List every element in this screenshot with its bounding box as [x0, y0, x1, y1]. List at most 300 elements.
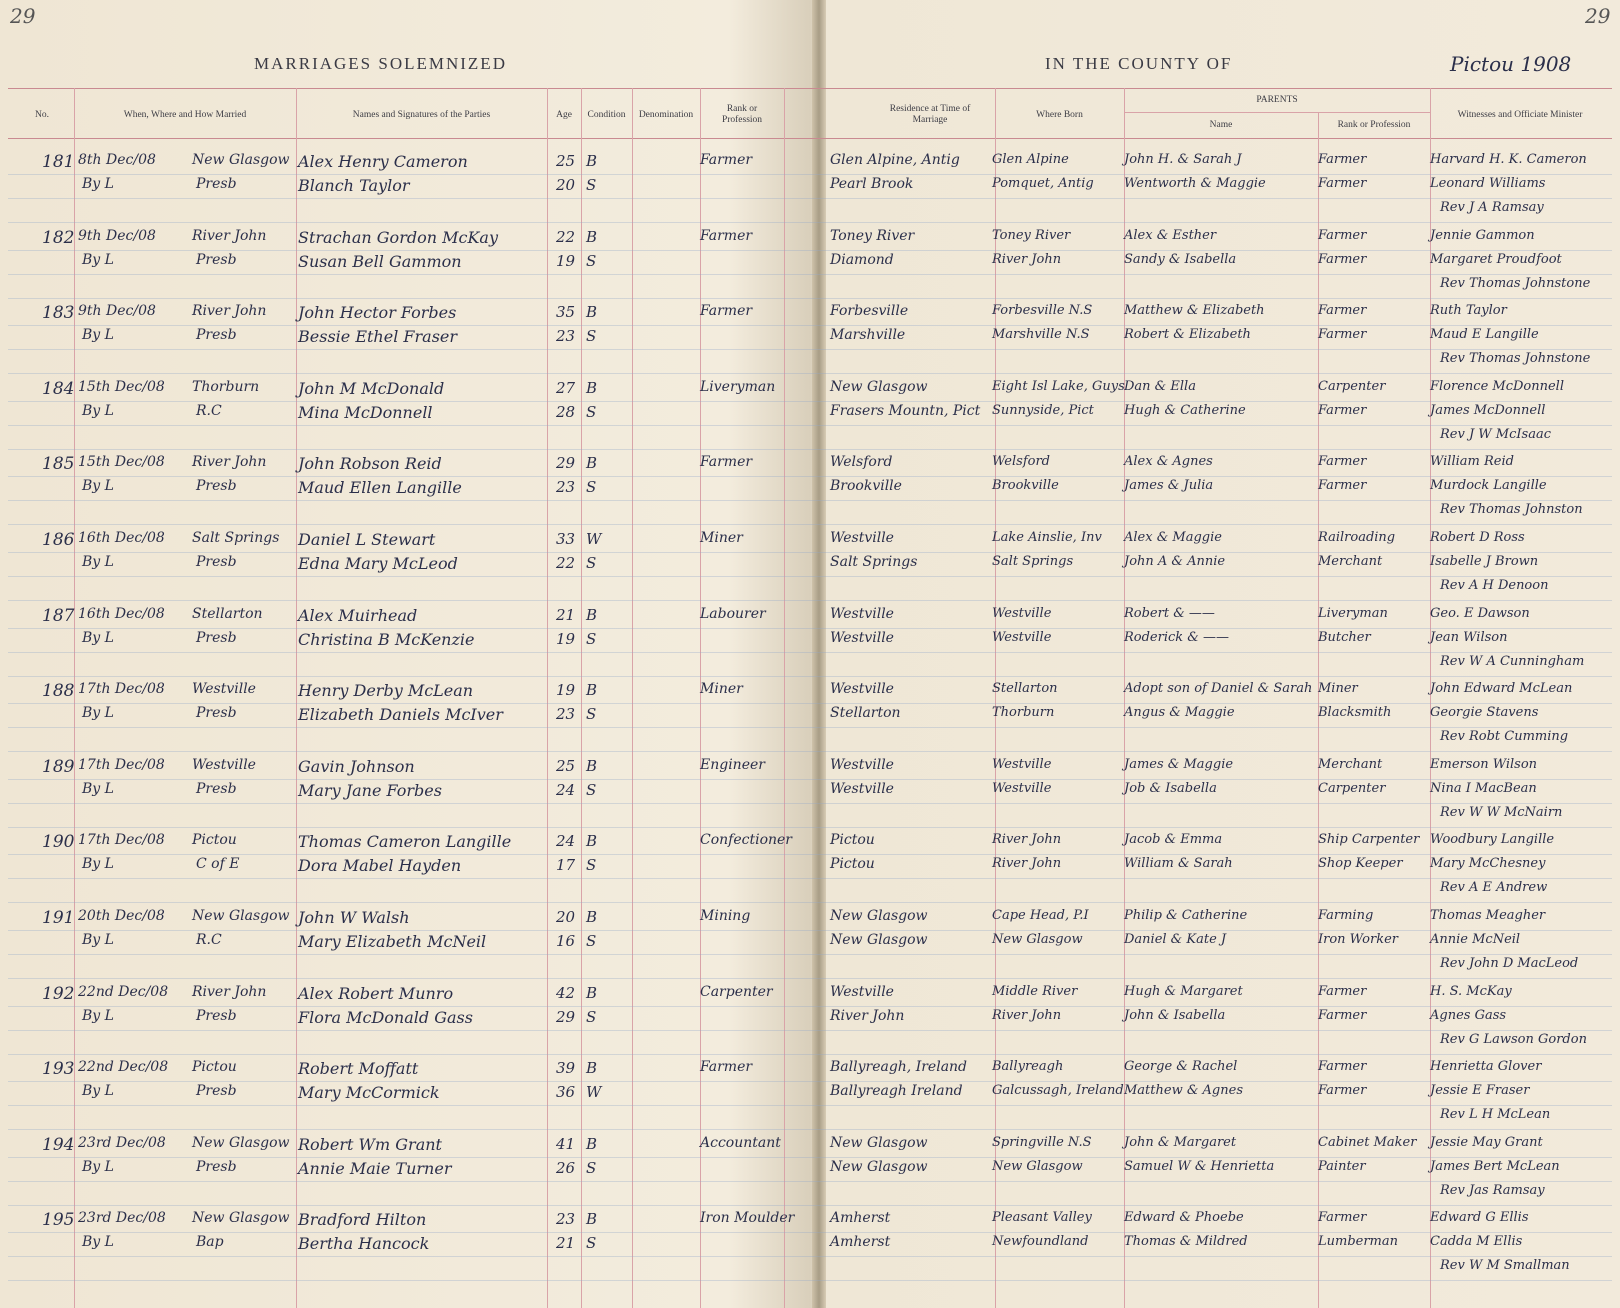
entry-minister: Rev W W McNairn	[1440, 804, 1563, 820]
entry-how: By L	[82, 1007, 114, 1024]
entry-groom-condition: B	[586, 1059, 598, 1078]
entry-rank: Carpenter	[700, 983, 773, 1000]
entry-groom-parents: Jacob & Emma	[1124, 832, 1223, 848]
entry-how: By L	[82, 1083, 114, 1100]
entry-groom-age: 35	[556, 303, 576, 322]
entry-rank: Accountant	[700, 1134, 781, 1151]
entry-witness-1: Robert D Ross	[1430, 530, 1525, 545]
entry-bride-born: River John	[992, 856, 1062, 872]
entry-bride-parents-rank: Carpenter	[1318, 780, 1386, 796]
entry-witness-2: Cadda M Ellis	[1430, 1234, 1523, 1250]
entry-place: Pictou	[192, 1059, 237, 1076]
entry-bride-residence: Pearl Brook	[830, 176, 914, 192]
entry-bride-age: 17	[556, 856, 576, 875]
entry-date: 17th Dec/08	[78, 756, 165, 773]
entry-groom-age: 24	[556, 832, 576, 851]
entry-groom-parents-rank: Farmer	[1318, 1210, 1367, 1226]
entry-how: By L	[82, 176, 114, 192]
entry-groom-condition: W	[586, 530, 602, 548]
entry-groom-residence: Westville	[830, 983, 894, 1000]
ruled-line	[8, 703, 1612, 704]
entry-minister: Rev Thomas Johnstone	[1440, 351, 1591, 367]
entry-groom-parents-rank: Railroading	[1318, 530, 1396, 545]
entry-how: By L	[82, 1158, 114, 1175]
right-page-number: 29	[1585, 4, 1611, 28]
entry-bride-parents-rank: Farmer	[1318, 478, 1367, 494]
entry-groom-age: 22	[556, 227, 576, 246]
entry-groom: Thomas Cameron Langille	[298, 832, 512, 852]
entry-rank: Miner	[700, 681, 743, 698]
register-entry	[0, 972, 1620, 1049]
entry-bride-born: Salt Springs	[992, 554, 1074, 569]
ruled-line	[8, 779, 1612, 780]
entry-groom-parents: Alex & Esther	[1124, 227, 1217, 243]
entry-groom-born: Pleasant Valley	[992, 1210, 1092, 1226]
register-entry	[0, 669, 1620, 746]
entry-witness-1: Harvard H. K. Cameron	[1430, 152, 1587, 167]
entry-denomination: Presb	[196, 780, 237, 797]
entry-rank: Confectioner	[700, 832, 792, 849]
entry-groom-condition: B	[586, 454, 598, 473]
ruled-line	[8, 628, 1612, 629]
header-parents: PARENTS	[1256, 94, 1298, 105]
entry-groom-condition: B	[586, 756, 598, 775]
entry-groom: John W Walsh	[298, 908, 410, 927]
entry-rank: Iron Moulder	[700, 1210, 795, 1227]
entry-how: By L	[82, 629, 114, 646]
ruled-line	[8, 500, 1612, 501]
entry-date: 23rd Dec/08	[78, 1210, 166, 1227]
entry-bride: Bertha Hancock	[298, 1234, 430, 1254]
entry-number: 189	[42, 756, 75, 777]
county-name: Pictou 1908	[1450, 52, 1572, 76]
entry-denomination: Presb	[196, 1083, 237, 1100]
entry-minister: Rev L H McLean	[1440, 1107, 1551, 1123]
header-born: Where Born	[1036, 109, 1083, 120]
entry-bride-age: 21	[556, 1234, 576, 1253]
entry-denomination: Presb	[196, 327, 237, 344]
entry-bride-condition: S	[586, 780, 597, 799]
entry-rank: Miner	[700, 530, 743, 546]
entry-witness-1: Thomas Meagher	[1430, 908, 1546, 923]
entry-witness-1: Henrietta Glover	[1430, 1059, 1542, 1075]
entry-bride: Mary Jane Forbes	[298, 780, 442, 800]
entry-groom-parents-rank: Farmer	[1318, 983, 1367, 999]
entry-witness-2: Nina I MacBean	[1430, 780, 1537, 796]
entry-bride: Mary McCormick	[298, 1083, 440, 1103]
entry-how: By L	[82, 705, 114, 722]
entry-groom-parents-rank: Farmer	[1318, 227, 1367, 243]
entry-number: 195	[42, 1210, 75, 1231]
entry-groom-born: Westville	[992, 605, 1052, 621]
header-bottom-rule	[8, 138, 1612, 139]
entry-groom-parents: Hugh & Margaret	[1124, 983, 1243, 999]
entry-bride-parents-rank: Farmer	[1318, 402, 1367, 418]
entry-number: 194	[42, 1134, 75, 1155]
register-entry	[0, 745, 1620, 822]
entry-bride: Flora McDonald Gass	[298, 1007, 473, 1027]
entry-groom-born: Ballyreagh	[992, 1059, 1064, 1075]
entry-place: Pictou	[192, 832, 237, 849]
entry-minister: Rev Robt Cumming	[1440, 729, 1569, 745]
entry-date: 17th Dec/08	[78, 832, 165, 849]
entry-witness-1: Edward G Ellis	[1430, 1210, 1529, 1226]
entry-groom-parents-rank: Carpenter	[1318, 378, 1386, 394]
entry-denomination: Presb	[196, 478, 237, 495]
ruled-line	[8, 1157, 1612, 1158]
entry-bride-age: 20	[556, 176, 576, 194]
entry-witness-1: Woodbury Langille	[1430, 832, 1555, 848]
entry-bride-born: Pomquet, Antig	[992, 176, 1094, 191]
entry-groom-parents-rank: Liveryman	[1318, 605, 1388, 621]
entry-bride-residence: Diamond	[830, 251, 894, 268]
ruled-line	[8, 325, 1612, 326]
entry-witness-1: Ruth Taylor	[1430, 303, 1507, 319]
entry-groom-born: Cape Head, P.I	[992, 908, 1089, 923]
entry-witness-2: Margaret Proudfoot	[1430, 251, 1562, 267]
entry-bride-condition: S	[586, 1158, 597, 1177]
entry-groom: Daniel L Stewart	[298, 530, 436, 549]
entry-groom-age: 39	[556, 1059, 576, 1078]
entry-number: 181	[42, 152, 75, 172]
entry-witness-2: Mary McChesney	[1430, 856, 1546, 872]
entry-groom-parents-rank: Merchant	[1318, 756, 1383, 772]
entry-groom-condition: B	[586, 227, 598, 246]
entry-bride-age: 36	[556, 1083, 576, 1102]
entry-place: River John	[192, 454, 267, 471]
entry-bride-born: Westville	[992, 780, 1052, 796]
entry-bride-age: 23	[556, 327, 576, 346]
entry-bride-parents-rank: Farmer	[1318, 1007, 1367, 1023]
entry-bride: Mina McDonnell	[298, 402, 433, 422]
register-entry	[0, 820, 1620, 897]
entry-bride: Bessie Ethel Fraser	[298, 327, 458, 347]
entry-bride-born: River John	[992, 251, 1062, 267]
entry-groom-parents-rank: Miner	[1318, 681, 1358, 697]
entry-bride-age: 29	[556, 1007, 576, 1026]
entry-bride: Dora Mabel Hayden	[298, 856, 462, 876]
entry-groom-born: Welsford	[992, 454, 1050, 470]
entry-bride-born: Sunnyside, Pict	[992, 402, 1094, 418]
entry-rank: Engineer	[700, 756, 765, 773]
entry-denomination: Presb	[196, 554, 237, 570]
entry-groom-parents: John & Margaret	[1124, 1134, 1237, 1150]
entry-number: 190	[42, 832, 75, 853]
entry-bride: Annie Maie Turner	[298, 1158, 452, 1178]
entry-witness-2: Maud E Langille	[1430, 327, 1539, 343]
entry-bride-parents-rank: Farmer	[1318, 327, 1367, 343]
entry-witness-1: William Reid	[1430, 454, 1514, 470]
ruled-line	[8, 476, 1612, 477]
entry-groom-residence: Westville	[830, 681, 894, 698]
entry-denomination: Presb	[196, 1007, 237, 1024]
entry-how: By L	[82, 856, 114, 873]
entry-minister: Rev Jas Ramsay	[1440, 1182, 1545, 1198]
entry-groom-parents: Matthew & Elizabeth	[1124, 303, 1265, 319]
entry-bride-parents: Angus & Maggie	[1124, 705, 1235, 721]
entry-place: River John	[192, 983, 267, 1000]
entry-date: 22nd Dec/08	[78, 983, 169, 1000]
entry-bride-residence: Frasers Mountn, Pict	[830, 402, 981, 419]
ruled-line	[8, 1081, 1612, 1082]
entry-groom-age: 25	[556, 756, 576, 775]
entry-place: New Glasgow	[192, 152, 290, 168]
entry-groom-residence: Welsford	[830, 454, 893, 471]
entry-bride-parents: John & Isabella	[1124, 1007, 1226, 1023]
entry-witness-2: Georgie Stavens	[1430, 705, 1539, 721]
entry-bride-condition: S	[586, 251, 597, 270]
header-denomination: Denomination	[638, 109, 694, 120]
entry-rank: Farmer	[700, 1059, 753, 1076]
header-no: No.	[35, 109, 49, 120]
entry-groom-age: 19	[556, 681, 576, 700]
entry-bride: Maud Ellen Langille	[298, 478, 462, 498]
entry-groom: Gavin Johnson	[298, 756, 415, 776]
entry-bride: Mary Elizabeth McNeil	[298, 932, 487, 951]
entry-groom: Bradford Hilton	[298, 1210, 427, 1230]
entry-bride-condition: S	[586, 1007, 597, 1026]
entry-bride-parents-rank: Shop Keeper	[1318, 856, 1403, 872]
entry-date: 15th Dec/08	[78, 454, 165, 471]
entry-groom-age: 29	[556, 454, 576, 473]
entry-groom-age: 33	[556, 530, 576, 548]
entry-denomination: Presb	[196, 176, 237, 192]
entry-number: 182	[42, 227, 75, 248]
entry-witness-2: Jean Wilson	[1430, 629, 1508, 645]
entry-witness-1: John Edward McLean	[1430, 681, 1573, 697]
entry-bride-parents: Robert & Elizabeth	[1124, 327, 1251, 343]
entry-minister: Rev J W McIsaac	[1440, 426, 1551, 442]
ruled-line	[8, 349, 1612, 350]
entry-witness-2: Annie McNeil	[1430, 932, 1521, 947]
entry-bride-age: 23	[556, 705, 576, 724]
register-entry	[0, 594, 1620, 671]
entry-bride-parents: Wentworth & Maggie	[1124, 176, 1266, 191]
entry-bride-condition: S	[586, 856, 597, 875]
entry-bride-parents: Samuel W & Henrietta	[1124, 1158, 1275, 1174]
entry-bride-parents: Roderick & ——	[1124, 629, 1229, 645]
entry-bride-born: River John	[992, 1007, 1062, 1023]
entry-groom: John Robson Reid	[298, 454, 442, 474]
ruled-line	[8, 727, 1612, 728]
entry-bride-parents: Hugh & Catherine	[1124, 402, 1246, 418]
entry-groom-condition: B	[586, 983, 598, 1002]
entry-place: Salt Springs	[192, 530, 280, 546]
entry-witness-1: Florence McDonnell	[1430, 378, 1564, 394]
entry-groom-age: 27	[556, 378, 576, 397]
entry-bride-condition: S	[586, 327, 597, 346]
entry-place: New Glasgow	[192, 908, 290, 924]
entry-place: New Glasgow	[192, 1134, 290, 1151]
title-left: MARRIAGES SOLEMNIZED	[254, 54, 507, 73]
entry-groom-parents: George & Rachel	[1124, 1059, 1238, 1075]
header-parents-name: Name	[1209, 119, 1233, 130]
entry-bride-condition: S	[586, 554, 597, 572]
entry-groom-residence: Forbesville	[830, 303, 909, 320]
entry-bride-born: New Glasgow	[992, 1158, 1083, 1174]
entry-groom-parents-rank: Cabinet Maker	[1318, 1134, 1417, 1150]
ruled-line	[8, 954, 1612, 955]
entry-bride-condition: S	[586, 478, 597, 497]
entry-how: By L	[82, 780, 114, 797]
entry-bride-parents: John A & Annie	[1124, 554, 1226, 569]
entry-groom-residence: New Glasgow	[830, 1134, 928, 1151]
entry-place: Westville	[192, 681, 256, 698]
entry-groom: Alex Robert Munro	[298, 983, 454, 1003]
entry-groom: Alex Muirhead	[298, 605, 418, 625]
ruled-line	[8, 198, 1612, 199]
entry-witness-1: H. S. McKay	[1430, 983, 1512, 999]
entry-groom-condition: B	[586, 303, 598, 322]
entry-bride-residence: Stellarton	[830, 705, 901, 722]
title-right: IN THE COUNTY OF	[1045, 54, 1233, 73]
left-page-number: 29	[10, 4, 36, 28]
entry-bride-condition: S	[586, 176, 597, 194]
entry-minister: Rev John D MacLeod	[1440, 956, 1579, 971]
entry-denomination: Presb	[196, 629, 237, 646]
entry-minister: Rev G Lawson Gordon	[1440, 1031, 1587, 1047]
entry-date: 9th Dec/08	[78, 227, 156, 244]
entry-number: 192	[42, 983, 75, 1004]
entry-groom-residence: Westville	[830, 530, 894, 546]
header-age: Age	[556, 109, 572, 120]
entry-groom-parents: Alex & Agnes	[1124, 454, 1213, 470]
entry-groom-condition: B	[586, 832, 598, 851]
entry-bride-residence: Amherst	[830, 1234, 891, 1251]
entry-minister: Rev W M Smallman	[1440, 1258, 1570, 1274]
entry-bride-born: Newfoundland	[992, 1234, 1089, 1250]
entry-place: Westville	[192, 756, 256, 773]
entry-bride-condition: S	[586, 1234, 597, 1253]
entry-bride-parents-rank: Painter	[1318, 1158, 1366, 1174]
entry-witness-2: Jessie E Fraser	[1430, 1083, 1530, 1099]
entry-rank: Farmer	[700, 303, 753, 320]
entry-bride-parents-rank: Lumberman	[1318, 1234, 1399, 1250]
entry-number: 187	[42, 605, 75, 626]
entry-bride-condition: W	[586, 1083, 602, 1102]
entry-denomination: R.C	[196, 932, 222, 948]
header-condition: Condition	[587, 109, 626, 120]
entry-bride-age: 26	[556, 1158, 576, 1177]
entry-bride-residence: Marshville	[830, 327, 906, 344]
entry-place: River John	[192, 303, 267, 320]
entry-bride-parents-rank: Iron Worker	[1318, 932, 1398, 947]
entry-bride-condition: S	[586, 629, 597, 648]
entry-groom-parents-rank: Farmer	[1318, 152, 1367, 167]
entry-date: 8th Dec/08	[78, 152, 156, 168]
entry-how: By L	[82, 478, 114, 495]
entry-bride-born: New Glasgow	[992, 932, 1083, 947]
entry-how: By L	[82, 1234, 114, 1251]
entry-bride-parents-rank: Farmer	[1318, 251, 1367, 267]
entry-number: 191	[42, 908, 75, 928]
entry-bride-age: 19	[556, 629, 576, 648]
entry-groom-age: 20	[556, 908, 576, 926]
entry-groom-born: Forbesville N.S	[992, 303, 1093, 319]
ruled-line	[8, 1030, 1612, 1031]
entry-how: By L	[82, 554, 114, 570]
entry-groom-parents-rank: Farmer	[1318, 303, 1367, 319]
entry-denomination: R.C	[196, 402, 222, 419]
entry-groom-born: Westville	[992, 756, 1052, 772]
ruled-line	[8, 250, 1612, 251]
register-entry	[0, 896, 1620, 973]
header-rank: Rank or Profession	[721, 104, 763, 125]
entry-groom-residence: New Glasgow	[830, 378, 928, 395]
entry-groom-condition: B	[586, 1210, 598, 1229]
ruled-line	[8, 274, 1612, 275]
entry-how: By L	[82, 327, 114, 344]
entry-number: 183	[42, 303, 75, 324]
entry-groom: John Hector Forbes	[298, 303, 457, 323]
entry-bride-born: Brookville	[992, 478, 1059, 494]
entry-bride-age: 24	[556, 780, 576, 799]
entry-groom-parents: Philip & Catherine	[1124, 908, 1248, 923]
entry-witness-2: Murdock Langille	[1430, 478, 1547, 494]
entry-date: 9th Dec/08	[78, 303, 156, 320]
register-entry	[0, 1123, 1620, 1200]
entry-place: New Glasgow	[192, 1210, 290, 1227]
ruled-line	[8, 425, 1612, 426]
ruled-line	[8, 854, 1612, 855]
ruled-line	[8, 174, 1612, 175]
entry-denomination: Presb	[196, 251, 237, 268]
ruled-line	[8, 1256, 1612, 1257]
entry-groom: Robert Wm Grant	[298, 1134, 442, 1154]
ruled-line	[8, 803, 1612, 804]
ruled-line	[8, 878, 1612, 879]
entry-bride-age: 16	[556, 932, 576, 950]
entry-date: 23rd Dec/08	[78, 1134, 166, 1151]
entry-groom-condition: B	[586, 378, 598, 397]
entry-witness-2: Agnes Gass	[1430, 1007, 1507, 1023]
entry-rank: Farmer	[700, 454, 753, 471]
entry-rank: Mining	[700, 908, 751, 924]
entry-date: 17th Dec/08	[78, 681, 165, 698]
entry-groom-parents-rank: Ship Carpenter	[1318, 832, 1420, 848]
entry-denomination: C of E	[196, 856, 240, 873]
entry-groom-born: Glen Alpine	[992, 152, 1069, 167]
entry-bride-parents: William & Sarah	[1124, 856, 1233, 872]
entry-date: 20th Dec/08	[78, 908, 165, 924]
entry-minister: Rev Thomas Johnston	[1440, 502, 1583, 518]
entry-date: 15th Dec/08	[78, 378, 165, 395]
entry-bride-age: 19	[556, 251, 576, 270]
entry-groom-residence: New Glasgow	[830, 908, 928, 924]
entry-bride-parents-rank: Butcher	[1318, 629, 1371, 645]
entry-groom-age: 25	[556, 152, 576, 170]
entry-groom-parents: John H. & Sarah J	[1124, 152, 1242, 167]
entry-groom: Henry Derby McLean	[298, 681, 474, 701]
register-entry	[0, 367, 1620, 444]
entry-bride-age: 22	[556, 554, 576, 572]
entry-denomination: Presb	[196, 705, 237, 722]
entry-bride-condition: S	[586, 705, 597, 724]
entry-groom-residence: Pictou	[830, 832, 875, 849]
entry-date: 22nd Dec/08	[78, 1059, 169, 1076]
entry-groom-parents-rank: Farming	[1318, 908, 1374, 923]
entry-groom-born: Springville N.S	[992, 1134, 1092, 1150]
register-entry	[0, 216, 1620, 293]
entry-groom-residence: Westville	[830, 605, 894, 622]
ruled-line	[8, 401, 1612, 402]
entry-how: By L	[82, 402, 114, 419]
entry-minister: Rev A E Andrew	[1440, 880, 1548, 896]
entry-bride-parents-rank: Farmer	[1318, 176, 1367, 191]
entry-bride-parents-rank: Blacksmith	[1318, 705, 1392, 721]
entry-witness-1: Emerson Wilson	[1430, 756, 1538, 772]
entry-place: Stellarton	[192, 605, 263, 622]
